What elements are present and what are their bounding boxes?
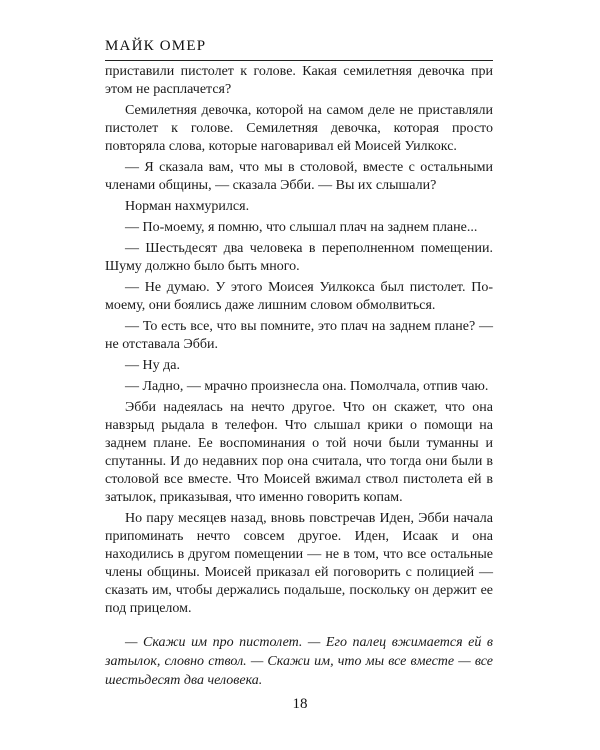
paragraph: Но пару месяцев назад, вновь повстречав Иден, Эбби начала припоминать нечто совсем другое. Иден, Исаак и она находились в другом помещении — не в том, что все остальные члены общины. Моисей приказал ей поговорить с полицией — сказать им, чтобы держались подальше, поскольку он держит ее под прицелом. (105, 511, 493, 616)
paragraph: — Я сказала вам, что мы в столовой, вместе с остальными членами общины, — сказала Эбби. — Вы их слышали? (105, 160, 493, 193)
paragraph: — То есть все, что вы помните, это плач на заднем плане? — не отставала Эбби. (105, 319, 493, 352)
paragraph: — Не думаю. У этого Моисея Уилкокса был пистолет. По-моему, они боялись даже лишним словом обмолвиться. (105, 280, 493, 313)
body-text (105, 63, 493, 621)
page-number: 18 (292, 696, 308, 712)
paragraph: Эбби надеялась на нечто другое. Что он скажет, что она навзрыд рыдала в телефон. Что слышал крики о помощи на заднем плане. Ее воспоминания о той ночи были туманны и спутанны. И до недавних пор она считала, что тогда они были в столовой все вместе. Что Моисей вжимал ствол пистолета ей в затылок, приказывая, что именно говорить копам. (105, 400, 493, 505)
paragraph: приставили пистолет к голове. Какая семилетняя девочка при этом не расплачется? (105, 64, 493, 97)
paragraph: Семилетняя девочка, которой на самом деле не приставляли пистолет к голове. Семилетняя девочка, которая просто повторяла слова, которые наговаривал ей Моисей Уилкокс. (105, 103, 493, 154)
paragraph: — По-моему, я помню, что слышал плач на заднем плане... (125, 220, 478, 235)
paragraph: — Шестьдесят два человека в переполненном помещении. Шуму должно было быть много. (105, 241, 493, 274)
italic-paragraph: — Скажи им про пистолет. — Его палец вжимается ей в затылок, словно ствол. — Скажи им, что мы все вместе — все шестьдесят два человека. (105, 635, 493, 688)
header-rule (105, 60, 493, 61)
running-head-author: МАЙК ОМЕР (105, 38, 207, 54)
paragraph: — Ну да. (125, 358, 180, 373)
paragraph: Норман нахмурился. (125, 199, 250, 214)
italic-passage (105, 633, 493, 690)
paragraph: — Ладно, — мрачно произнесла она. Помолчала, отпив чаю. (125, 379, 489, 394)
